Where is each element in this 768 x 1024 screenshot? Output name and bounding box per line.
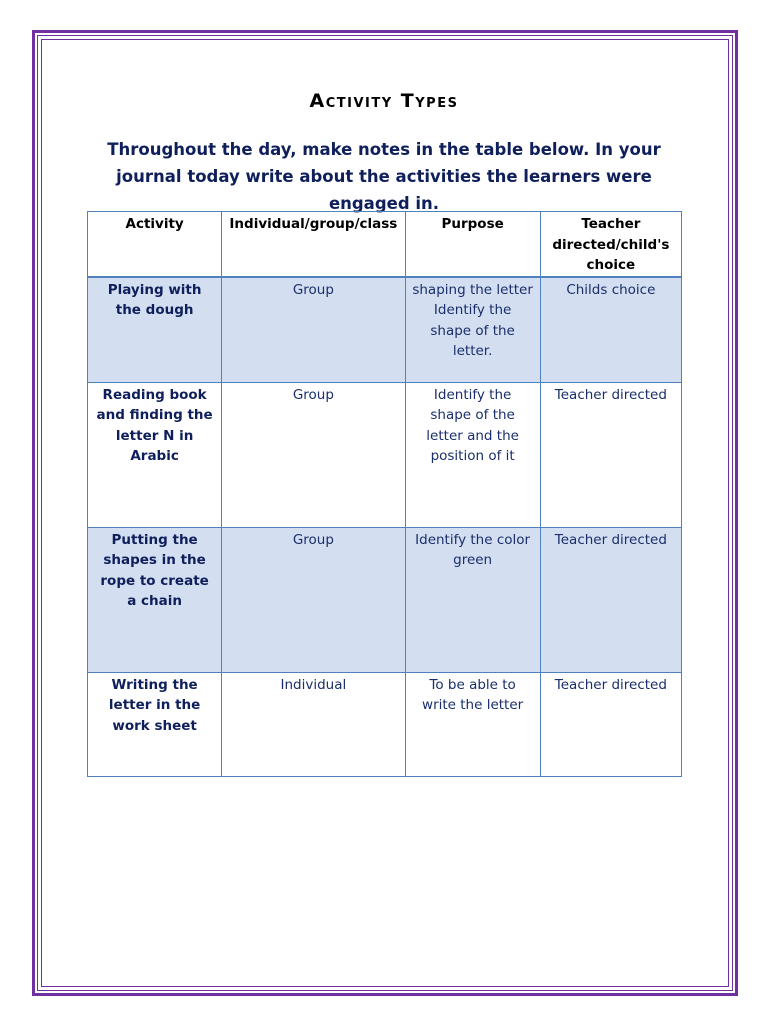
teacher-cell: Teacher directed [540,672,681,776]
purpose-cell: Identify the shape of the letter and the position of it [405,382,540,527]
purpose-cell: shaping the letter Identify the shape of the letter. [405,277,540,383]
purpose-cell: To be able to write the letter [405,672,540,776]
table-row [88,382,682,527]
table-row [88,672,682,776]
intro-paragraph: Throughout the day, make notes in the table below. In your journal today write about the activities the learners were engaged in. [107,140,661,213]
mode-cell: Group [222,277,405,383]
teacher-cell: Childs choice [540,277,681,383]
table-row [88,527,682,672]
activity-cell: Playing with the dough [88,277,222,383]
mode-cell: Individual [222,672,405,776]
header-purpose: Purpose [405,212,540,277]
table-row [88,277,682,383]
mode-cell: Group [222,527,405,672]
activity-cell: Reading book and finding the letter N in Arabic [88,382,222,527]
teacher-cell: Teacher directed [540,382,681,527]
header-mode: Individual/group/class [222,212,405,277]
header-teacher: Teacher directed/child's choice [540,212,681,277]
table-header-row [88,212,682,277]
purpose-cell: Identify the color green [405,527,540,672]
activity-cell: Putting the shapes in the rope to create a chain [88,527,222,672]
activity-table [87,211,682,777]
header-activity: Activity [88,212,222,277]
mode-cell: Group [222,382,405,527]
teacher-cell: Teacher directed [540,527,681,672]
activity-cell: Writing the letter in the work sheet [88,672,222,776]
document-title: Activity Types [309,90,459,112]
